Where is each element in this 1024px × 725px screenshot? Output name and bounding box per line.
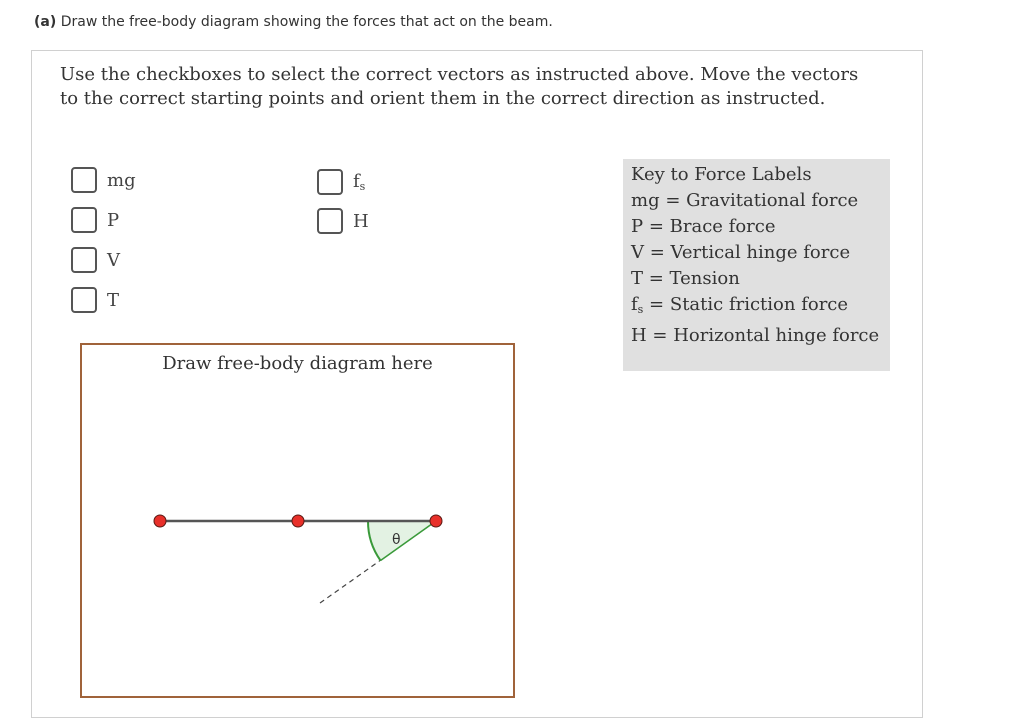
key-symbol: mg xyxy=(631,190,660,211)
key-row xyxy=(631,266,882,292)
checkbox-h[interactable] xyxy=(317,208,369,234)
key-symbol-sub: s xyxy=(637,303,644,316)
key-desc: Horizontal hinge force xyxy=(673,325,880,346)
checkbox-mg-label: mg xyxy=(107,169,136,191)
key-row xyxy=(631,240,882,266)
instructions-text: Use the checkboxes to select the correct vectors as instructed above. Move the vectors to the correct starting points and orient them in the correct direction as instructed. xyxy=(60,64,859,109)
key-row xyxy=(631,188,882,214)
checkbox-v-label: V xyxy=(107,249,120,271)
key-symbol: P xyxy=(631,216,644,237)
checkbox-fs-main: f xyxy=(353,171,360,192)
checkbox-t-label: T xyxy=(107,289,120,311)
key-desc: Brace force xyxy=(669,216,776,237)
key-symbol: H xyxy=(631,325,647,346)
question-text: Draw the free-body diagram showing the forces that act on the beam. xyxy=(56,14,553,30)
key-symbol: f xyxy=(631,294,638,315)
question-prompt xyxy=(34,14,553,30)
checkbox-h-box[interactable] xyxy=(317,208,343,234)
beam-left-end-point[interactable] xyxy=(154,515,166,527)
key-desc: Vertical hinge force xyxy=(670,242,851,263)
checkbox-t[interactable] xyxy=(71,287,119,313)
key-equals: = xyxy=(643,294,670,315)
checkbox-t-box[interactable] xyxy=(71,287,97,313)
key-row xyxy=(631,214,882,240)
checkbox-h-label: H xyxy=(353,210,369,232)
angle-theta-label: θ xyxy=(392,532,401,548)
checkbox-fs-label xyxy=(353,171,365,193)
checkbox-fs-box[interactable] xyxy=(317,169,343,195)
key-equals: = xyxy=(659,190,687,211)
key-desc: Tension xyxy=(669,268,740,289)
key-equals: = xyxy=(643,268,670,289)
beam-diagram[interactable] xyxy=(82,345,513,696)
checkbox-fs[interactable] xyxy=(317,169,365,195)
drawing-area-title: Draw free-body diagram here xyxy=(162,353,433,374)
applet-panel xyxy=(31,50,923,718)
checkbox-v-box[interactable] xyxy=(71,247,97,273)
checkbox-mg[interactable] xyxy=(71,167,136,193)
angle-wedge xyxy=(368,521,436,561)
key-row xyxy=(631,292,882,323)
question-part: (a) xyxy=(34,14,57,30)
checkbox-p[interactable] xyxy=(71,207,119,233)
key-title: Key to Force Labels xyxy=(631,164,812,185)
force-key-panel xyxy=(623,159,890,371)
checkbox-v[interactable] xyxy=(71,247,120,273)
checkbox-fs-sub: s xyxy=(359,180,366,193)
key-row xyxy=(631,323,882,349)
checkbox-p-label: P xyxy=(107,209,120,231)
key-symbol: T xyxy=(631,268,644,289)
key-symbol: V xyxy=(631,242,644,263)
checkbox-mg-box[interactable] xyxy=(71,167,97,193)
key-equals: = xyxy=(644,242,671,263)
key-desc: Gravitational force xyxy=(686,190,859,211)
fbd-drawing-area[interactable] xyxy=(80,343,515,698)
key-desc: Static friction force xyxy=(669,294,849,315)
checkbox-p-box[interactable] xyxy=(71,207,97,233)
key-equals: = xyxy=(643,216,670,237)
beam-middle-point[interactable] xyxy=(292,515,304,527)
key-equals: = xyxy=(646,325,674,346)
beam-right-end-point[interactable] xyxy=(430,515,442,527)
